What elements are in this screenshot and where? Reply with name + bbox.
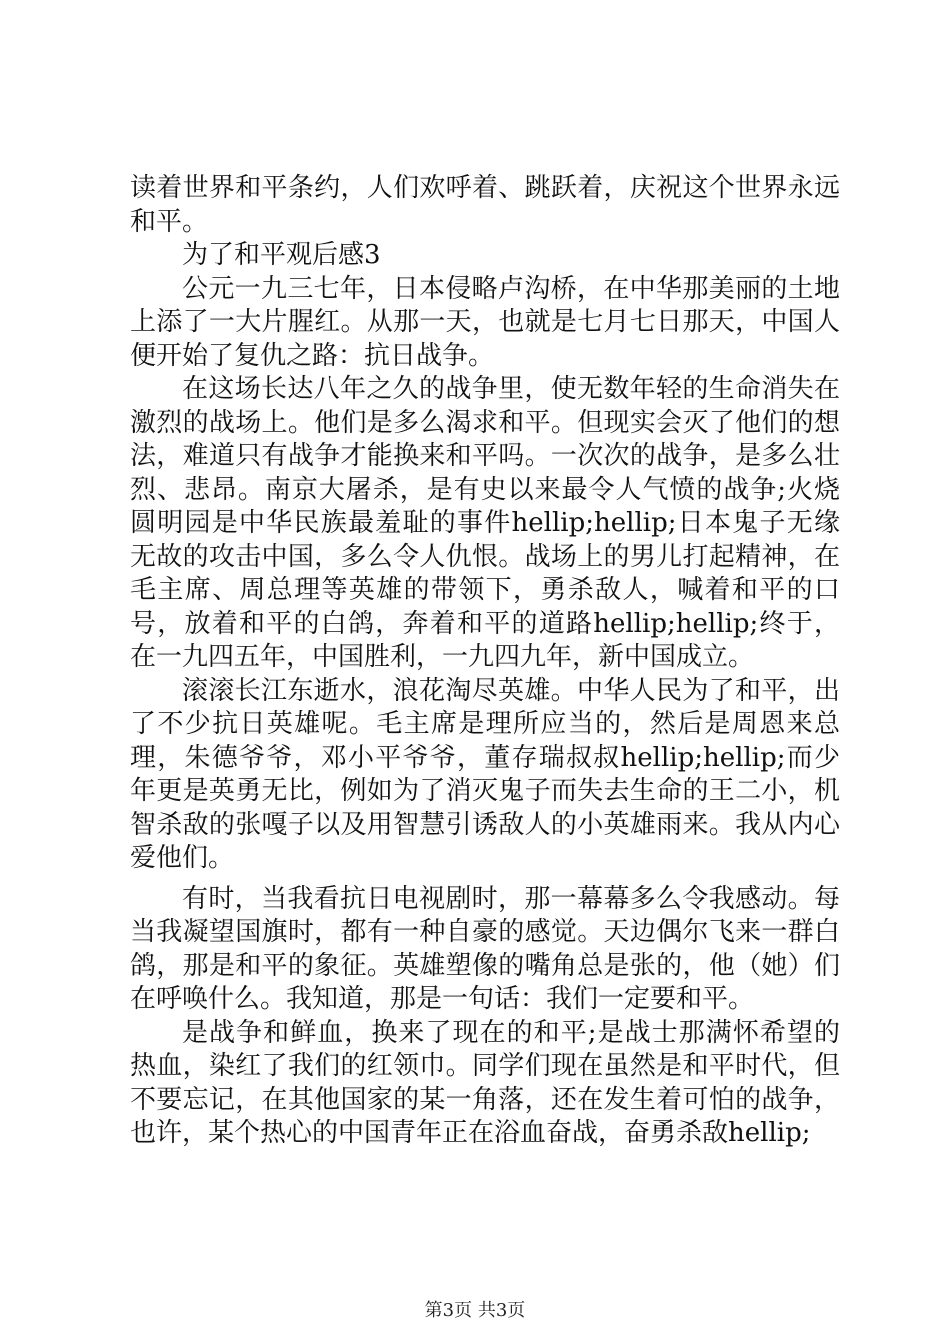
paragraph: 有时，当我看抗日电视剧时，那一幕幕多么令我感动。每当我凝望国旗时，都有一种自豪的感觉。天边偶尔飞来一群白鸽，那是和平的象征。英雄塑像的嘴角总是张的，他（她）们在呼唤什么。我知道，那是一句话：我们一定要和平。 <box>130 883 840 1014</box>
paragraph: 公元一九三七年，日本侵略卢沟桥，在中华那美丽的土地上添了一大片腥红。从那一天，也就是七月七日那天，中国人便开始了复仇之路：抗日战争。 <box>130 273 840 371</box>
paragraph: 在这场长达八年之久的战争里，使无数年轻的生命消失在激烈的战场上。他们是多么渴求和平。但现实会灭了他们的想法，难道只有战争才能换来和平吗。一次次的战争，是多么壮烈、悲昂。南京大屠杀，是有史以来最令人气愤的战争;火烧圆明园是中华民族最羞耻的事件hellip;hellip;日本鬼子无缘无故的攻击中国，多么令人仇恨。战场上的男儿打起精神，在毛主席、周总理等英雄的带领下，勇杀敌人，喊着和平的口号，放着和平的白鸽，奔着和平的道路hellip;hellip;终于，在一九四五年，中国胜利，一九四九年，新中国成立。 <box>130 374 840 672</box>
paragraph: 滚滚长江东逝水，浪花淘尽英雄。中华人民为了和平，出了不少抗日英雄呢。毛主席是理所应当的，然后是周恩来总理，朱德爷爷，邓小平爷爷，董存瑞叔叔hellip;hellip;而少年更是英勇无比，例如为了消灭鬼子而失去生命的王二小，机智杀敌的张嘎子以及用智慧引诱敌人的小英雄雨来。我从内心爱他们。 <box>130 675 840 873</box>
section-heading: 为了和平观后感3 <box>182 240 381 270</box>
document-body <box>130 172 840 1151</box>
page-footer: 第3页 共3页 <box>424 1300 526 1321</box>
paragraph: 是战争和鲜血，换来了现在的和平;是战士那满怀希望的热血，染红了我们的红领巾。同学们现在虽然是和平时代，但不要忘记，在其他国家的某一角落，还在发生着可怕的战争，也许，某个热心的中国青年正在浴血奋战，奋勇杀敌hellip; <box>130 1017 840 1148</box>
paragraph-continuation: 读着世界和平条约，人们欢呼着、跳跃着，庆祝这个世界永远和平。 <box>130 173 840 237</box>
